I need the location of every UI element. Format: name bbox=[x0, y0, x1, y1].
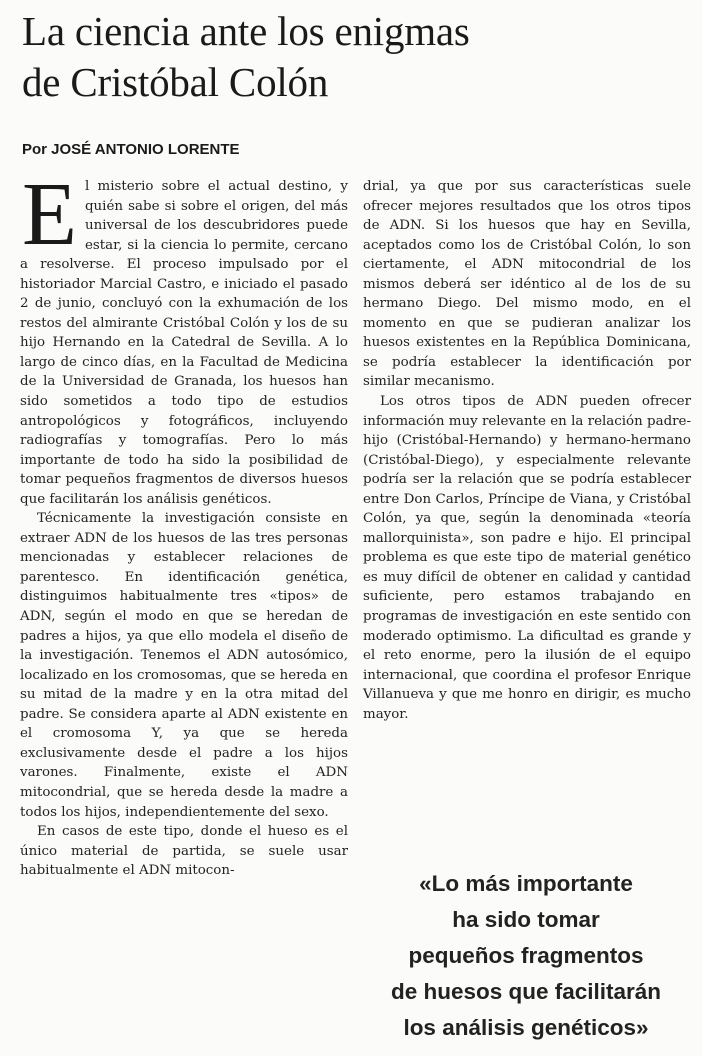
pull-quote-line: ha sido tomar bbox=[452, 907, 600, 932]
article-paragraph bbox=[20, 177, 348, 509]
headline-line-2: de Cristóbal Colón bbox=[22, 59, 329, 105]
article-paragraph: En casos de este tipo, donde el hueso es el único material de partida, se suele usar habitualmente el ADN mitocon- bbox=[20, 824, 348, 879]
article-paragraph: Técnicamente la investigación consiste en extraer ADN de los huesos de las tres personas mencionadas y establecer relaciones de parentesco. En identificación genética, distinguimos habitualmente tres «tipos» de ADN, según el modo en que se heredan de padres a hijos, ya que ello modela el diseño de la investigación. Tenemos el ADN autosómico, localizado en los cromosomas, que se hereda en su mitad de la madre y en la otra mitad del padre. Se considera aparte al ADN existente en el cromosoma Y, ya que se hereda exclusivamente desde el padre a los hijos varones. Finalmente, existe el ADN mitocondrial, que se hereda desde la madre a todos los hijos, independientemente del sexo. bbox=[20, 511, 348, 820]
article-column-right bbox=[363, 177, 691, 724]
byline: Por JOSÉ ANTONIO LORENTE bbox=[22, 141, 240, 158]
pull-quote-line: «Lo más importante bbox=[419, 871, 633, 896]
pull-quote-line: pequeños fragmentos bbox=[408, 943, 644, 968]
headline-line-1: La ciencia ante los enigmas bbox=[22, 8, 470, 54]
pull-quote-line: los análisis genéticos» bbox=[403, 1015, 649, 1040]
article-paragraph: Los otros tipos de ADN pueden ofrecer información muy relevante en la relación padre-hijo (Cristóbal-Hernando) y hermano-hermano (Cristóbal-Diego), y especialmente relevante podría ser la relación que se podría establecer entre Don Carlos, Príncipe de Viana, y Cristóbal Colón, ya que, según la denominada «teoría mallorquinista», son padre e hijo. El principal problema es que este tipo de material genético es muy difícil de obtener en calidad y cantidad suficiente, pero estamos trabajando en programas de investigación en este sentido con moderado optimismo. La dificultad es grande y el reto enorme, pero la ilusión de el equipo internacional, que coordina el profesor Enrique Villanueva y que me honro en dirigir, es mucho mayor. bbox=[363, 394, 691, 722]
article-paragraph: drial, ya que por sus características suele ofrecer mejores resultados que los otros tipos de ADN. Si los huesos que hay en Sevilla, aceptados como los de Cristóbal Colón, lo son ciertamente, el ADN mitocondrial de los mismos deberá ser idéntico al de los de su hermano Diego. Del mismo modo, en el momento en que se pudieran analizar los huesos existentes en la República Dominicana, se podría establecer la identificación por similar mecanismo. bbox=[363, 179, 691, 390]
pull-quote bbox=[362, 866, 690, 1046]
pull-quote-line: de huesos que facilitarán bbox=[390, 979, 662, 1004]
headline bbox=[22, 6, 682, 108]
paragraph-text: l misterio sobre el actual destino, y quién sabe si sobre el origen, del más universal de los descubridores puede estar, si la ciencia lo permite, cercano a resolverse. El proceso impulsado por el historiador Marcial Castro, e iniciado el pasado 2 de junio, concluyó con la exhumación de los restos del almirante Cristóbal Colón y los de su hijo Hernando en la Catedral de Sevilla. A lo largo de cinco días, en la Facultad de Medicina de la Universidad de Granada, los huesos han sido sometidos a todo tipo de estudios antropológicos y fotográficos, incluyendo radiografías y tomografías. Pero lo más importante de todo ha sido la posibilidad de tomar pequeños fragmentos de diversos huesos que facilitarán los análisis genéticos. bbox=[20, 179, 348, 507]
drop-cap: E bbox=[22, 177, 77, 264]
article-column-left bbox=[20, 177, 348, 1054]
